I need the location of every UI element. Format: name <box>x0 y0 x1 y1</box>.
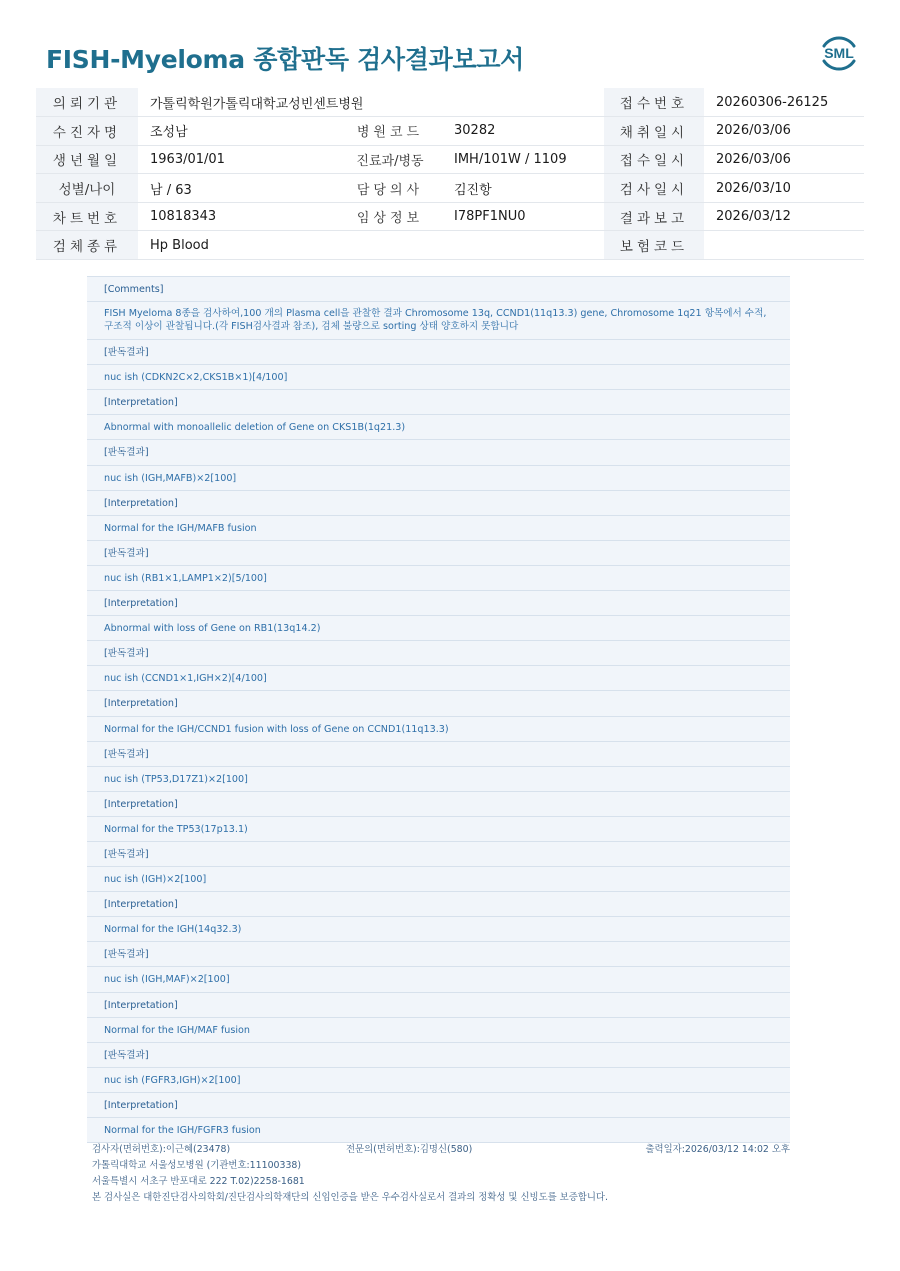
info-label: 진료과/병동 <box>338 145 442 174</box>
result-line: nuc ish (CCND1×1,IGH×2)[4/100] <box>87 666 790 691</box>
info-row <box>36 117 864 146</box>
info-row <box>36 202 864 231</box>
section-header: [Interpretation] <box>87 691 790 716</box>
result-line: nuc ish (RB1×1,LAMP1×2)[5/100] <box>87 566 790 591</box>
section-header: [Interpretation] <box>87 591 790 616</box>
result-line: nuc ish (TP53,D17Z1)×2[100] <box>87 767 790 792</box>
info-value: 1963/01/01 <box>138 145 338 174</box>
sml-logo <box>816 30 862 76</box>
info-value: I78PF1NU0 <box>442 202 604 231</box>
info-label: 접수번호 <box>604 88 704 117</box>
info-value: 김진항 <box>442 174 604 203</box>
section-header: [판독결과] <box>87 942 790 967</box>
info-label: 보험코드 <box>604 231 704 260</box>
info-value <box>704 231 864 260</box>
info-value: 20260306-26125 <box>704 88 864 117</box>
info-value: 조성남 <box>138 117 338 146</box>
info-value: 2026/03/10 <box>704 174 864 203</box>
section-header: [판독결과] <box>87 742 790 767</box>
footer-specialist: 전문의(면허번호):김명신(580) <box>346 1144 473 1155</box>
info-value: 30282 <box>442 117 604 146</box>
result-line: Normal for the IGH/CCND1 fusion with loss of Gene on CCND1(11q13.3) <box>87 717 790 742</box>
section-header: [판독결과] <box>87 440 790 465</box>
footer <box>92 1142 790 1206</box>
info-value <box>442 88 604 117</box>
info-value: IMH/101W / 1109 <box>442 145 604 174</box>
info-label: 검사일시 <box>604 174 704 203</box>
info-value: 2026/03/12 <box>704 202 864 231</box>
logo-text: SML <box>824 45 854 61</box>
section-header: [판독결과] <box>87 340 790 365</box>
result-line: nuc ish (IGH)×2[100] <box>87 867 790 892</box>
info-label: 생년월일 <box>36 145 138 174</box>
info-value <box>442 231 604 260</box>
result-line: Abnormal with monoallelic deletion of Gene on CKS1B(1q21.3) <box>87 415 790 440</box>
info-label: 차트번호 <box>36 202 138 231</box>
report-body <box>87 276 790 1143</box>
result-line: nuc ish (CDKN2C×2,CKS1B×1)[4/100] <box>87 365 790 390</box>
result-line: Normal for the IGH/MAFB fusion <box>87 516 790 541</box>
info-value: 10818343 <box>138 202 338 231</box>
section-header: [Interpretation] <box>87 1093 790 1118</box>
info-label: 의뢰기관 <box>36 88 138 117</box>
info-value: 가톨릭학원가톨릭대학교성빈센트병원 <box>138 88 338 117</box>
info-label: 결과보고 <box>604 202 704 231</box>
comments-text: FISH Myeloma 8종을 검사하여,100 개의 Plasma cell을 관찰한 결과 Chromosome 13q, CCND1(11q13.3) gene, Chromosome 1q21 항목에서 수적, 구조적 이상이 관찰됩니다.(각 FISH검사결과 참조), 검체 불량으로 sorting 상태 양호하지 못합니다 <box>87 302 790 340</box>
info-value: 2026/03/06 <box>704 145 864 174</box>
result-line: nuc ish (FGFR3,IGH)×2[100] <box>87 1068 790 1093</box>
info-row <box>36 145 864 174</box>
patient-info-table <box>36 88 864 260</box>
footer-certification: 본 검사실은 대한진단검사의학회/진단검사의학재단의 신임인증을 받은 우수검사실로서 결과의 정확성 및 신빙도를 보증합니다. <box>92 1192 608 1203</box>
result-line: Normal for the IGH(14q32.3) <box>87 917 790 942</box>
info-label: 병원코드 <box>338 117 442 146</box>
footer-examiner: 검사자(면허번호):이근혜(23478) <box>92 1144 231 1155</box>
section-header: [Interpretation] <box>87 390 790 415</box>
info-value: 남 / 63 <box>138 174 338 203</box>
info-row <box>36 88 864 117</box>
info-label: 임상정보 <box>338 202 442 231</box>
info-label: 수진자명 <box>36 117 138 146</box>
footer-printed: 출력일자:2026/03/12 14:02 오후 <box>645 1144 790 1155</box>
section-header: [판독결과] <box>87 641 790 666</box>
section-header: [Interpretation] <box>87 792 790 817</box>
info-value: Hp Blood <box>138 231 338 260</box>
result-line: Normal for the IGH/MAF fusion <box>87 1018 790 1043</box>
info-row <box>36 231 864 260</box>
section-header: [판독결과] <box>87 541 790 566</box>
result-line: Normal for the IGH/FGFR3 fusion <box>87 1118 790 1143</box>
result-line: nuc ish (IGH,MAFB)×2[100] <box>87 466 790 491</box>
section-header: [Interpretation] <box>87 892 790 917</box>
footer-institution: 가톨릭대학교 서울성모병원 (기관번호:11100338) <box>92 1160 302 1171</box>
info-label: 채취일시 <box>604 117 704 146</box>
result-line: Abnormal with loss of Gene on RB1(13q14.2) <box>87 616 790 641</box>
comments-header: [Comments] <box>87 277 790 302</box>
footer-address: 서울특별시 서초구 반포대로 222 T.02)2258-1681 <box>92 1176 305 1187</box>
info-row <box>36 174 864 203</box>
info-label: 접수일시 <box>604 145 704 174</box>
info-label: 담당의사 <box>338 174 442 203</box>
section-header: [Interpretation] <box>87 491 790 516</box>
info-value: 2026/03/06 <box>704 117 864 146</box>
result-line: Normal for the TP53(17p13.1) <box>87 817 790 842</box>
section-header: [판독결과] <box>87 842 790 867</box>
info-label <box>338 231 442 260</box>
report-title: FISH-Myeloma 종합판독 검사결과보고서 <box>46 45 525 74</box>
section-header: [Interpretation] <box>87 993 790 1018</box>
info-label: 검체종류 <box>36 231 138 260</box>
info-label: 성별/나이 <box>36 174 138 203</box>
section-header: [판독결과] <box>87 1043 790 1068</box>
result-line: nuc ish (IGH,MAF)×2[100] <box>87 967 790 992</box>
